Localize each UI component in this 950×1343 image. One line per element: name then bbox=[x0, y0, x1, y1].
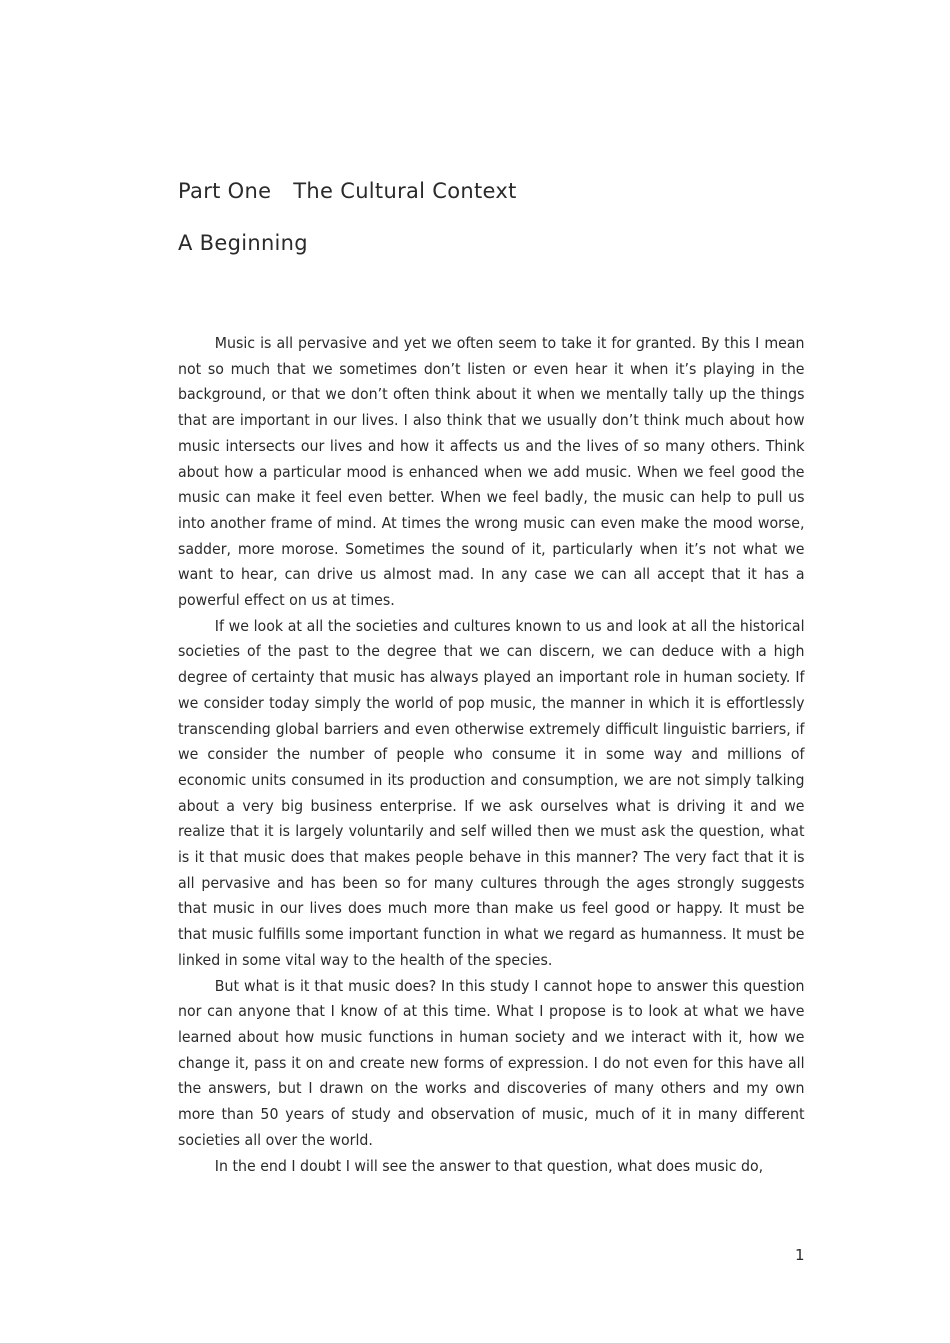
paragraph: But what is it that music does? In this study I cannot hope to answer this question nor can anyone that I know of at this time. What I propose is to look at what we have learned about how music functions in human society and we interact with it, how we change it, pass it on and create new forms of expression. I do not even for this have all the answers, but I drawn on the works and discoveries of many others and my own more than 50 years of study and observation of music, much of it in many different societies all over the world. bbox=[178, 976, 805, 1149]
part-label: Part One bbox=[178, 179, 272, 203]
paragraph: If we look at all the societies and cultures known to us and look at all the historical societies of the past to the degree that we can discern, we can deduce with a high degree of certainty that music has always played an important role in human society. If we consider today simply the world of pop music, the manner in which it is effortlessly transcending global barriers and even otherwise extremely difficult linguistic barriers, if we consider the number of people who consume it in some way and millions of economic units consumed in its production and consumption, we are not simply talking about a very big business enterprise. If we ask ourselves what is driving it and we realize that it is largely voluntarily and self willed then we must ask the question, what is it that music does that makes people behave in this manner? The very fact that it is all pervasive and has been so for many cultures through the ages strongly suggests that music in our lives does much more than make us feel good or happy. It must be that music fulfills some important function in what we regard as humanness. It must be linked in some vital way to the health of the species. bbox=[178, 616, 805, 969]
page-number: 1 bbox=[795, 1246, 805, 1264]
body-text bbox=[178, 331, 805, 1179]
paragraph: In the end I doubt I will see the answer to that question, what does music do, bbox=[214, 1156, 764, 1175]
paragraph: Music is all pervasive and yet we often seem to take it for granted. By this I mean not so much that we sometimes don’t listen or even hear it when it’s playing in the background, or that we don’t often think about it when we mentally tally up the things that are important in our lives. I also think that we usually don’t think much about how music intersects our lives and how it affects us and the lives of so many others. Think about how a particular mood is enhanced when we add music. When we feel good the music can make it feel even better. When we feel badly, the music can help to pull us into another frame of mind. At times the wrong music can even make the mood worse, sadder, more morose. Sometimes the sound of it, particularly when it’s not what we want to hear, can drive us almost mad. In any case we can all accept that it has a powerful effect on us at times. bbox=[178, 334, 805, 610]
part-title: The Cultural Context bbox=[293, 179, 517, 203]
part-heading bbox=[178, 177, 517, 205]
chapter-title: A Beginning bbox=[178, 231, 308, 255]
